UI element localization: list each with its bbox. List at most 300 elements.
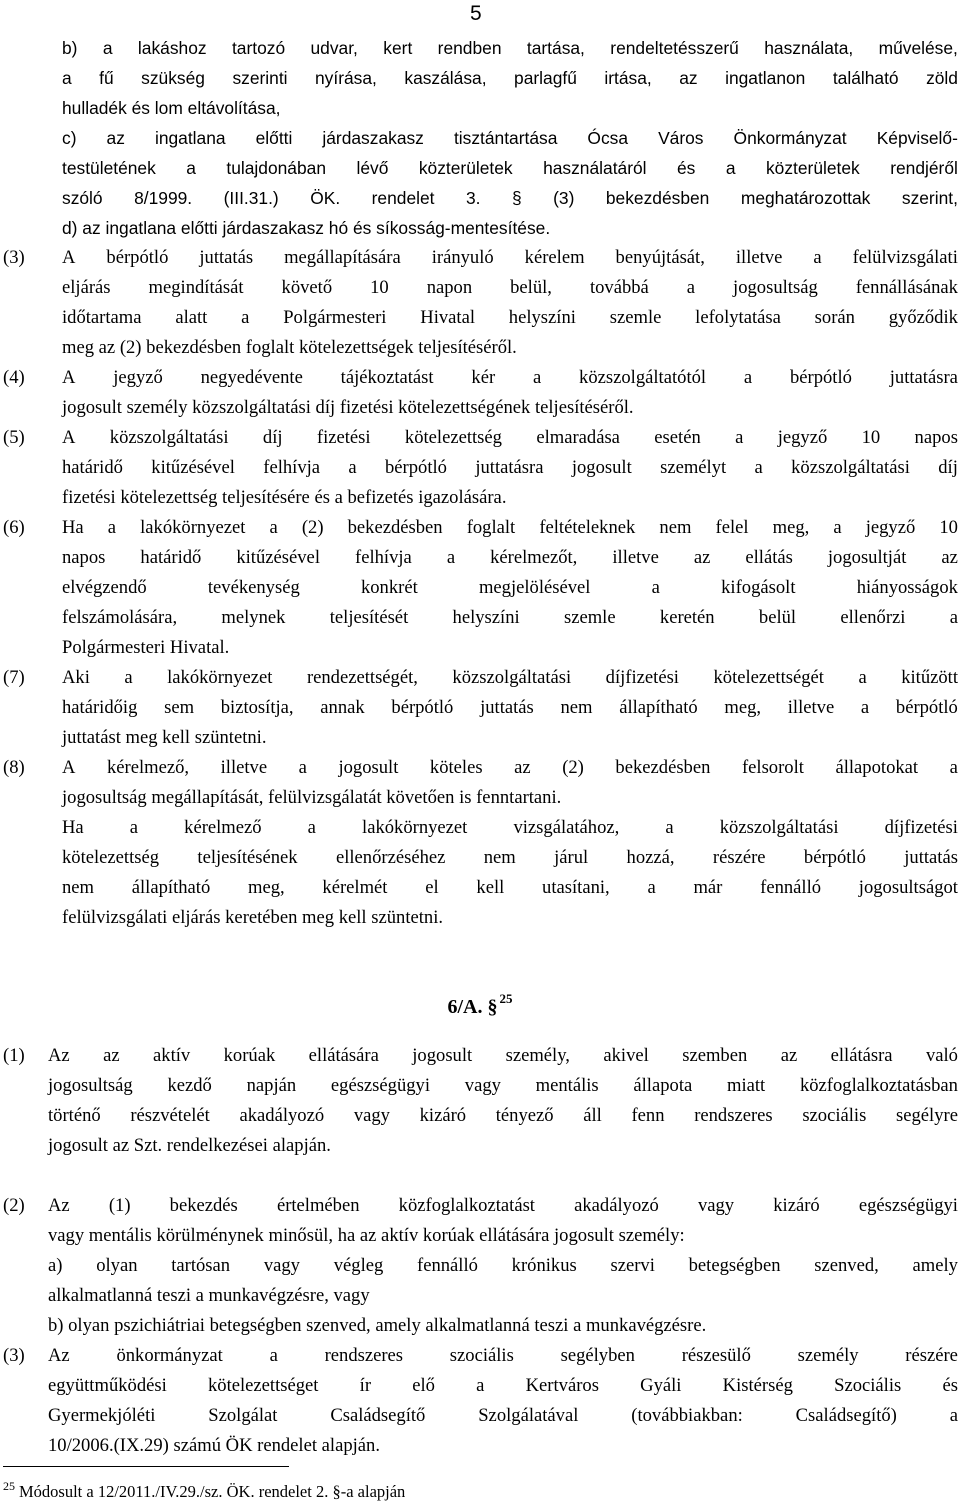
word: betegségben — [688, 1255, 781, 1276]
word: 8/1999. — [134, 188, 193, 208]
word: (2) — [562, 757, 584, 778]
word: Hivatal — [420, 307, 475, 328]
line-text — [48, 1041, 958, 1071]
text-line — [0, 1341, 960, 1371]
text-line — [0, 243, 960, 273]
word: a — [813, 247, 822, 268]
word: Gyermekjóléti — [48, 1405, 156, 1426]
word: udvar, — [310, 38, 358, 58]
word: juttatás — [199, 247, 254, 268]
text-line — [0, 363, 960, 393]
word: fennállásának — [855, 277, 958, 298]
line-text: jogosult az Szt. rendelkezései alapján. — [48, 1135, 331, 1156]
text-line — [0, 183, 960, 213]
word: tartása, — [526, 38, 585, 58]
word: közfoglalkoztatást — [398, 1195, 535, 1216]
word: tartósan — [171, 1255, 231, 1276]
word: a — [833, 517, 842, 538]
word: napján — [246, 1075, 297, 1096]
word: rendezettségét, — [306, 667, 418, 688]
text-line — [0, 513, 960, 543]
word: szociális — [449, 1345, 514, 1366]
word: egészségügyi — [330, 1075, 431, 1096]
word: tartozó — [231, 38, 286, 58]
word: ingatlanon — [725, 68, 806, 88]
word: illetve — [612, 547, 659, 568]
line-text: jogosultság megállapítását, felülvizsgálatát követően is fenntartani. — [62, 787, 562, 808]
word: a — [476, 1375, 485, 1396]
word: ellátás — [745, 547, 793, 568]
line-text — [62, 243, 958, 273]
word: juttatás — [480, 697, 534, 718]
text-line — [0, 213, 960, 243]
word: kizáró — [773, 1195, 820, 1216]
word: a — [858, 667, 867, 688]
word: közterületek — [765, 158, 860, 178]
paragraph-number: (4) — [3, 367, 25, 388]
line-text — [48, 1341, 958, 1371]
word: megállapítására — [284, 247, 401, 268]
word: juttatás — [904, 847, 958, 868]
word: kitűzésével — [236, 547, 320, 568]
word: a — [665, 817, 674, 838]
text-line — [0, 663, 960, 693]
word: a — [348, 457, 357, 478]
word: hiányosságok — [856, 577, 958, 598]
text-line — [0, 1311, 960, 1341]
line-text — [62, 363, 958, 393]
line-text — [62, 693, 958, 723]
word: bérpótló — [895, 697, 958, 718]
line-text — [48, 1071, 958, 1101]
word: meg, — [724, 697, 762, 718]
text-line — [0, 303, 960, 333]
line-text — [62, 33, 958, 63]
line-text — [62, 423, 958, 453]
page-number: 5 — [470, 2, 482, 25]
text-line — [0, 1431, 960, 1461]
word: (III.31.) — [223, 188, 279, 208]
word: kérelem — [524, 247, 585, 268]
line-text — [62, 813, 958, 843]
word: elvégzendő — [62, 577, 147, 598]
word: foglalt — [466, 517, 516, 538]
word: irányuló — [431, 247, 494, 268]
word: állapotokat — [835, 757, 919, 778]
word: 10 — [861, 427, 881, 448]
word: rendszeres — [324, 1345, 404, 1366]
word: Az — [48, 1045, 70, 1066]
text-line — [0, 543, 960, 573]
word: ÖK. — [310, 188, 341, 208]
text-line — [0, 783, 960, 813]
line-text: b) olyan pszichiátriai betegségben szenved, amely alkalmatlanná teszi a munkavégzésre. — [48, 1315, 707, 1336]
word: belül — [758, 607, 797, 628]
word: közszolgáltatótól — [579, 367, 707, 388]
word: keretén — [659, 607, 715, 628]
word: részesülő — [681, 1345, 751, 1366]
word: végleg — [333, 1255, 384, 1276]
word: 10 — [939, 517, 958, 538]
word: kitűzött — [901, 667, 958, 688]
word: 10 — [370, 277, 389, 298]
word: kert — [383, 38, 413, 58]
text-line — [0, 603, 960, 633]
text-line — [0, 123, 960, 153]
word: az — [693, 547, 711, 568]
line-text — [62, 273, 958, 303]
word: Aki — [62, 667, 90, 688]
word: a — [307, 817, 316, 838]
word: továbbá — [589, 277, 649, 298]
footnote — [3, 1474, 405, 1504]
word: Polgármesteri — [283, 307, 387, 328]
word: jogosult — [412, 1045, 473, 1066]
section-footnote-ref: 25 — [499, 991, 513, 1006]
paragraph-number: (6) — [3, 517, 25, 538]
word: bekezdés — [169, 1195, 238, 1216]
word: kifogásolt — [721, 577, 796, 598]
word: helyszíni — [508, 307, 576, 328]
word: esetén — [654, 427, 701, 448]
text-line — [0, 573, 960, 603]
word: rendelet — [371, 188, 435, 208]
word: jogosultságot — [858, 877, 958, 898]
text-line — [0, 1251, 960, 1281]
text-line — [0, 693, 960, 723]
word: konkrét — [360, 577, 418, 598]
word: meg, — [248, 877, 285, 898]
word: kezdő — [167, 1075, 212, 1096]
word: ír — [359, 1375, 372, 1396]
word: tevékenység — [207, 577, 300, 598]
text-line — [0, 393, 960, 423]
word: személy, — [505, 1045, 570, 1066]
word: kötelezettségét — [713, 667, 824, 688]
word: nem — [560, 697, 593, 718]
word: a — [949, 607, 958, 628]
word: 3. — [465, 188, 481, 208]
word: fenn — [631, 1105, 665, 1126]
word: sem — [164, 697, 195, 718]
text-line — [0, 1071, 960, 1101]
word: értelmében — [276, 1195, 360, 1216]
word: bérpótló — [803, 847, 866, 868]
word: Képviselő- — [876, 128, 958, 148]
word: a — [532, 367, 542, 388]
word: részvételét — [130, 1105, 210, 1126]
word: a — [269, 517, 278, 538]
word: lévő — [356, 158, 389, 178]
word: részére — [712, 847, 766, 868]
word: felhívja — [355, 547, 412, 568]
word: eljárás — [62, 277, 111, 298]
text-line — [0, 453, 960, 483]
word: (3) — [553, 188, 575, 208]
paragraph-number: (7) — [3, 667, 25, 688]
word: olyan — [96, 1255, 138, 1276]
word: kérelmezőt, — [490, 547, 578, 568]
word: felel — [715, 517, 749, 538]
word: Szolgálat — [208, 1405, 278, 1426]
text-line — [0, 273, 960, 303]
footnote-divider — [3, 1466, 289, 1467]
text-line — [0, 333, 960, 363]
text-line — [0, 93, 960, 123]
word: kér — [471, 367, 496, 388]
line-text: Polgármesteri Hivatal. — [62, 637, 230, 658]
text-line — [0, 753, 960, 783]
word: tisztántartása — [453, 128, 558, 148]
word: Szolgálatával — [478, 1405, 579, 1426]
word: Az — [48, 1195, 70, 1216]
word: állapítható — [131, 877, 211, 898]
word: jogosult — [338, 757, 399, 778]
word: tényező — [495, 1105, 554, 1126]
word: kérelmét — [322, 877, 388, 898]
text-line — [0, 873, 960, 903]
word: díjfizetési — [884, 817, 958, 838]
word: Város — [658, 128, 704, 148]
paragraph-number: (3) — [3, 247, 25, 268]
word: elmaradása — [536, 427, 620, 448]
line-text — [62, 153, 958, 183]
word: felhívja — [263, 457, 321, 478]
word: bérpótló — [789, 367, 852, 388]
word: szóló — [62, 188, 103, 208]
word: utasítani, — [542, 877, 610, 898]
word: az — [679, 68, 698, 88]
line-text — [62, 873, 958, 903]
word: a — [725, 158, 736, 178]
word: testületének — [62, 158, 156, 178]
word: krónikus — [511, 1255, 577, 1276]
word: teljesítésének — [197, 847, 298, 868]
word: bérpótló — [391, 697, 454, 718]
word: parlagfű — [514, 68, 577, 88]
line-text: 10/2006.(IX.29) számú ÖK rendelet alapján. — [48, 1435, 381, 1456]
word: jogosultját — [827, 547, 907, 568]
line-text — [62, 543, 958, 573]
word: a — [686, 277, 696, 298]
word: közszolgáltatási — [109, 427, 229, 448]
word: szociális — [802, 1105, 867, 1126]
word: szenved, — [814, 1255, 879, 1276]
line-text: felülvizsgálati eljárás keretében meg kell szüntetni. — [62, 907, 444, 928]
word: során — [814, 307, 855, 328]
word: biztosítja, — [220, 697, 294, 718]
paragraph-number: (1) — [3, 1045, 25, 1066]
word: a — [124, 667, 133, 688]
text-line — [0, 1041, 960, 1071]
text-line — [0, 33, 960, 63]
word: vagy — [697, 1195, 735, 1216]
word: Önkormányzat — [733, 128, 847, 148]
word: kérelmező — [184, 817, 262, 838]
word: napos — [914, 427, 958, 448]
word: határidő — [62, 457, 123, 478]
text-line — [0, 813, 960, 843]
word: részére — [905, 1345, 958, 1366]
text-line — [0, 1221, 960, 1251]
word: jegyző — [865, 517, 916, 538]
word: a — [647, 877, 656, 898]
word: jegyző — [113, 367, 163, 388]
word: való — [925, 1045, 958, 1066]
word: díjfizetési — [605, 667, 679, 688]
paragraph-number: (5) — [3, 427, 25, 448]
line-text — [62, 453, 958, 483]
line-text — [62, 843, 958, 873]
word: díj — [938, 457, 958, 478]
word: segélyben — [560, 1345, 635, 1366]
line-text — [48, 1401, 958, 1431]
word: köteles — [429, 757, 483, 778]
word: bekezdésben — [347, 517, 443, 538]
word: személy — [797, 1345, 859, 1366]
word: nem — [659, 517, 692, 538]
word: amely — [912, 1255, 958, 1276]
word: rendszeres — [694, 1105, 773, 1126]
word: (1) — [108, 1195, 131, 1216]
word: bekezdésben — [615, 757, 711, 778]
word: jogosultság — [733, 277, 818, 298]
word: közfoglalkoztatásban — [799, 1075, 958, 1096]
word: ingatlana — [154, 128, 226, 148]
word: jogosult — [571, 457, 632, 478]
line-text — [62, 183, 958, 213]
line-text — [62, 63, 958, 93]
text-line — [0, 1131, 960, 1161]
word: helyszíni — [452, 607, 520, 628]
word: meg, — [772, 517, 810, 538]
word: követő — [281, 277, 333, 298]
word: irtása, — [604, 68, 652, 88]
word: felszámolására, — [62, 607, 178, 628]
word: lakókörnyezet — [167, 667, 273, 688]
word: nem — [62, 877, 95, 898]
word: lakáshoz — [137, 38, 207, 58]
word: illetve — [220, 757, 268, 778]
word: fű — [99, 68, 114, 88]
word: el — [425, 877, 439, 898]
word: egészségügyi — [858, 1195, 958, 1216]
word: lefolytatása — [695, 307, 781, 328]
word: a — [102, 38, 113, 58]
word: előtti — [255, 128, 293, 148]
word: vagy — [263, 1255, 300, 1276]
line-text — [62, 603, 958, 633]
word: illetve — [787, 697, 835, 718]
word: belül, — [510, 277, 552, 298]
word: kötelezettség — [62, 847, 160, 868]
line-text — [62, 753, 958, 783]
word: segélyre — [896, 1105, 958, 1126]
word: rendeltetésszerű — [610, 38, 739, 58]
word: akadályozó — [239, 1105, 325, 1126]
word: meghatározottak — [740, 188, 871, 208]
text-line — [0, 843, 960, 873]
word: használatáról — [543, 158, 647, 178]
line-text — [62, 573, 958, 603]
word: győződik — [888, 307, 958, 328]
word: mentális — [535, 1075, 599, 1096]
word: díj — [262, 427, 283, 448]
word: a — [62, 68, 72, 88]
word: bérpótló — [385, 457, 447, 478]
word: fizetési — [316, 427, 371, 448]
text-line — [0, 1401, 960, 1431]
word: szerint, — [901, 188, 958, 208]
word: jogosultság — [48, 1075, 133, 1096]
word: állapota — [633, 1075, 693, 1096]
word: járul — [554, 847, 589, 868]
word: Gyáli — [640, 1375, 682, 1396]
text-line — [0, 1191, 960, 1221]
line-text: vagy mentális körülménynek minősül, ha az aktív korúak ellátására jogosult személy: — [48, 1225, 685, 1246]
text-line — [0, 1101, 960, 1131]
word: közszolgáltatási — [791, 457, 910, 478]
word: már — [693, 877, 723, 898]
word: a — [949, 1405, 958, 1426]
word: szervi — [610, 1255, 655, 1276]
word: vizsgálatához, — [513, 817, 620, 838]
word: korúak — [223, 1045, 276, 1066]
word: miatt — [726, 1075, 766, 1096]
line-text: jogosult személy közszolgáltatási díj fizetési kötelezettségének teljesítéséről. — [62, 397, 634, 418]
word: szemben — [682, 1045, 748, 1066]
text-line — [0, 1281, 960, 1311]
word: zöld — [926, 68, 958, 88]
word: járdaszakasz — [322, 128, 424, 148]
word: fennálló — [760, 877, 822, 898]
word: az — [780, 1045, 798, 1066]
word: az — [106, 128, 125, 148]
word: Ha — [62, 817, 84, 838]
word: akadályozó — [574, 1195, 659, 1216]
line-text — [62, 303, 958, 333]
word: a — [186, 158, 196, 178]
word: megjelölésével — [478, 577, 591, 598]
word: művelése, — [878, 38, 958, 58]
word: a — [129, 817, 139, 838]
word: a — [651, 577, 660, 598]
word: A — [62, 367, 76, 388]
word: A — [62, 247, 76, 268]
line-text: d) az ingatlana előtti járdaszakasz hó és síkosság-mentesítése. — [62, 218, 551, 238]
line-text — [62, 663, 958, 693]
text-line — [0, 423, 960, 453]
word: negyedévente — [200, 367, 303, 388]
word: az — [514, 757, 531, 778]
text-line — [0, 483, 960, 513]
section-title-text: 6/A. § — [447, 996, 498, 1018]
word: ellátására — [308, 1045, 379, 1066]
word: tulajdonában — [226, 158, 326, 178]
word: közszolgáltatási — [452, 667, 572, 688]
word: a — [298, 757, 307, 778]
word: a — [735, 427, 744, 448]
word: A — [62, 757, 76, 778]
word: elő — [412, 1375, 435, 1396]
word: bekezdésben — [605, 188, 710, 208]
word: szerinti — [232, 68, 288, 88]
word: található — [832, 68, 899, 88]
word: Szociális — [834, 1375, 902, 1396]
word: önkormányzat — [116, 1345, 223, 1366]
word: a — [446, 547, 456, 568]
line-text — [62, 513, 958, 543]
